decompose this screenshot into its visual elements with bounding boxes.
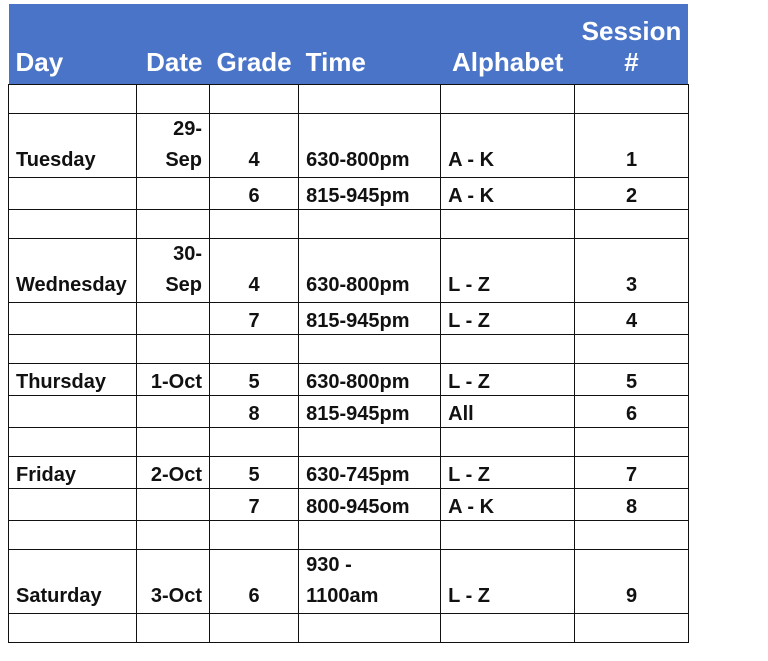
time-cell [299, 550, 441, 614]
session-cell: 5 [575, 364, 689, 396]
date-cell [137, 303, 210, 335]
time-cell: 800-945om [299, 489, 441, 521]
time-line1: 930 - [306, 554, 352, 576]
grade-cell: 6 [210, 550, 299, 614]
session-cell: 7 [575, 457, 689, 489]
time-cell: 630-800pm [299, 114, 441, 178]
blank-row [9, 521, 689, 550]
table-row [9, 178, 689, 210]
date-line1: 30- [173, 243, 202, 265]
date-cell [137, 396, 210, 428]
session-cell: 9 [575, 550, 689, 614]
time-cell: 630-800pm [299, 364, 441, 396]
blank-row [9, 85, 689, 114]
grade-cell: 7 [210, 489, 299, 521]
grade-cell: 6 [210, 178, 299, 210]
grade-cell: 5 [210, 364, 299, 396]
day-cell [9, 303, 137, 335]
day-cell [9, 396, 137, 428]
day-cell: Tuesday [9, 114, 137, 178]
date-cell: 3-Oct [137, 550, 210, 614]
grade-cell: 8 [210, 396, 299, 428]
table-row [9, 396, 689, 428]
table-row [9, 489, 689, 521]
day-cell [9, 489, 137, 521]
grade-cell: 7 [210, 303, 299, 335]
header-session [575, 4, 689, 85]
session-cell: 3 [575, 239, 689, 303]
date-line1: 29- [173, 118, 202, 140]
time-line2: 1100am [306, 585, 379, 607]
grade-cell: 5 [210, 457, 299, 489]
time-cell: 815-945pm [299, 178, 441, 210]
date-cell: 2-Oct [137, 457, 210, 489]
header-alphabet: Alphabet [441, 4, 575, 85]
date-cell [137, 239, 210, 303]
day-cell [9, 178, 137, 210]
session-cell: 1 [575, 114, 689, 178]
alphabet-cell: A - K [441, 178, 575, 210]
session-cell: 6 [575, 396, 689, 428]
alphabet-cell: L - Z [441, 364, 575, 396]
alphabet-cell: A - K [441, 114, 575, 178]
alphabet-cell: L - Z [441, 550, 575, 614]
blank-row [9, 614, 689, 643]
date-line2: Sep [165, 149, 202, 171]
time-cell: 630-800pm [299, 239, 441, 303]
time-cell: 815-945pm [299, 303, 441, 335]
schedule-table [8, 4, 689, 643]
alphabet-cell: L - Z [441, 239, 575, 303]
day-cell: Thursday [9, 364, 137, 396]
header-session-line2: # [624, 47, 639, 77]
day-cell: Saturday [9, 550, 137, 614]
blank-row [9, 428, 689, 457]
date-cell [137, 114, 210, 178]
grade-cell: 4 [210, 114, 299, 178]
table-row [9, 457, 689, 489]
session-cell: 2 [575, 178, 689, 210]
time-cell: 630-745pm [299, 457, 441, 489]
alphabet-cell: L - Z [441, 303, 575, 335]
table-row [9, 239, 689, 303]
date-cell: 1-Oct [137, 364, 210, 396]
date-cell [137, 178, 210, 210]
header-date: Date [137, 4, 210, 85]
table-row [9, 114, 689, 178]
header-grade: Grade [210, 4, 299, 85]
table-row [9, 303, 689, 335]
alphabet-cell: L - Z [441, 457, 575, 489]
blank-row [9, 210, 689, 239]
day-cell: Wednesday [9, 239, 137, 303]
header-session-line1: Session [581, 16, 682, 46]
header-time: Time [299, 4, 441, 85]
table-row [9, 550, 689, 614]
blank-row [9, 335, 689, 364]
date-line2: Sep [165, 274, 202, 296]
day-cell: Friday [9, 457, 137, 489]
alphabet-cell: A - K [441, 489, 575, 521]
header-day: Day [9, 4, 137, 85]
session-cell: 4 [575, 303, 689, 335]
grade-cell: 4 [210, 239, 299, 303]
table-row [9, 364, 689, 396]
session-cell: 8 [575, 489, 689, 521]
date-cell [137, 489, 210, 521]
header-row [9, 4, 689, 85]
alphabet-cell: All [441, 396, 575, 428]
time-cell: 815-945pm [299, 396, 441, 428]
